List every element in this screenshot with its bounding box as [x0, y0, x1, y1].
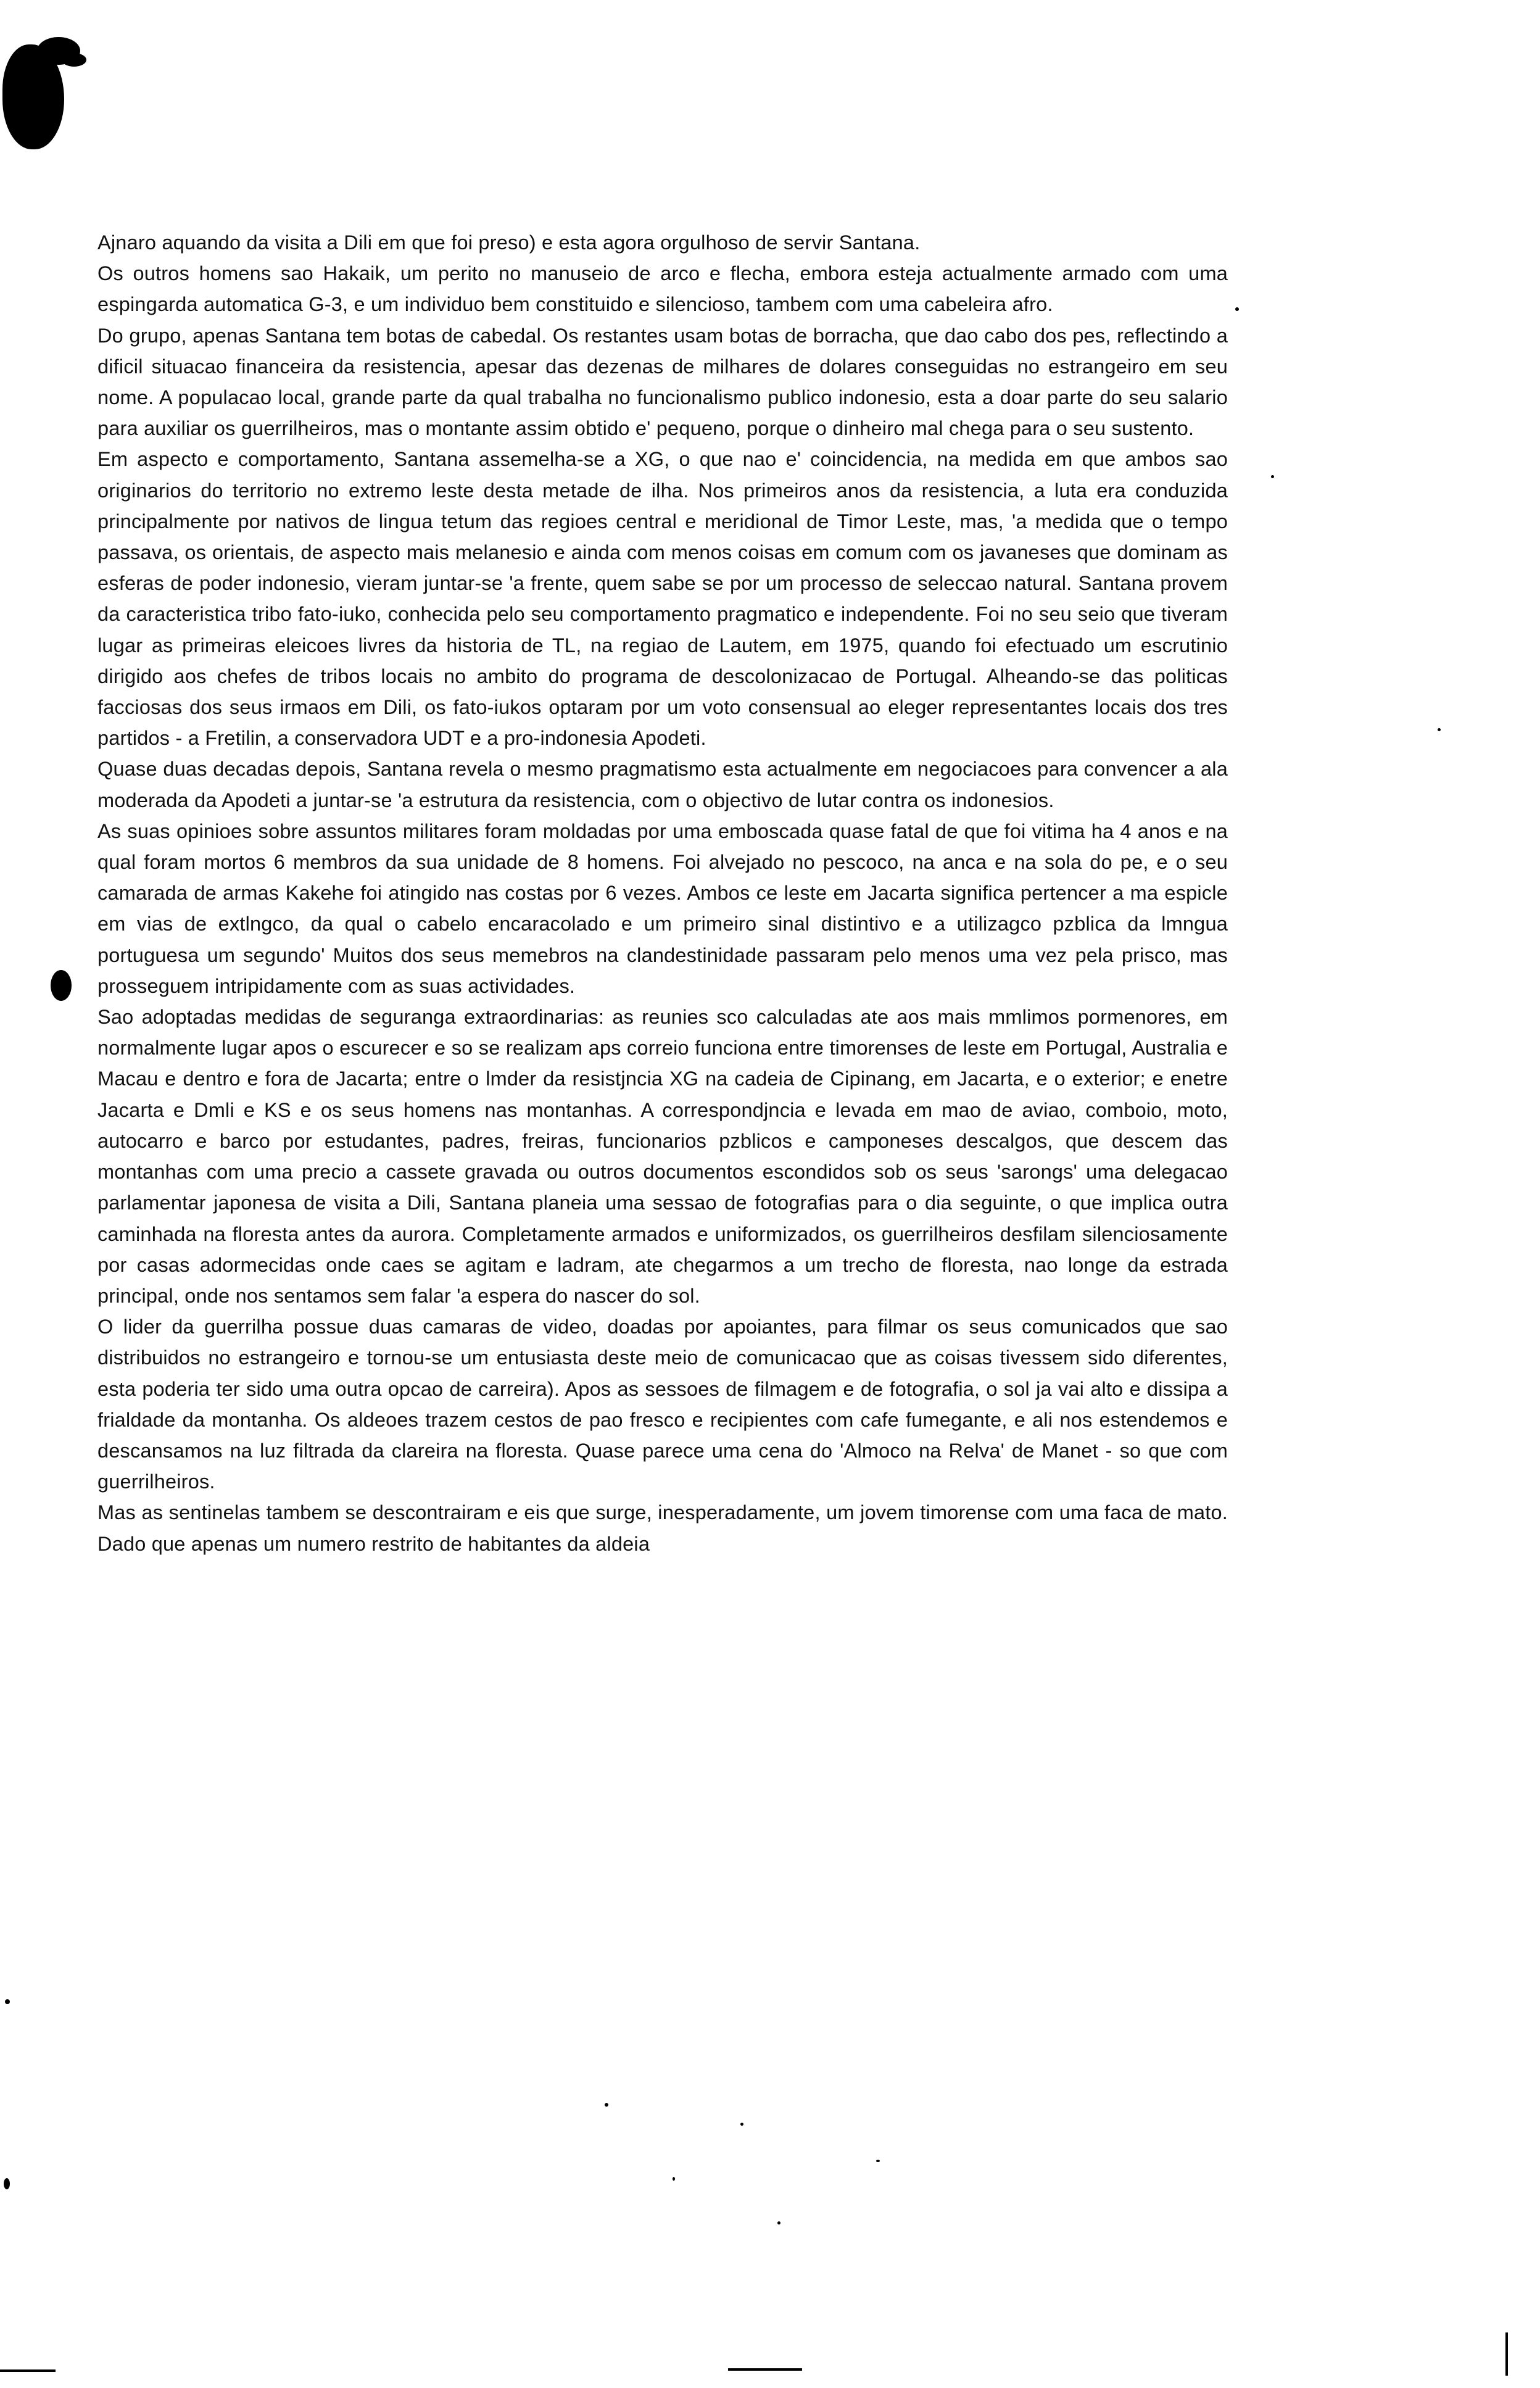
ink-mark-left-margin: [51, 970, 72, 1001]
paragraph-7: Sao adoptadas medidas de seguranga extraordinarias: as reunies sco calculadas ate aos mais mmlimos pormenores, em normalmente lugar apos o escurecer e so se realizam aps correio funciona entre timorenses de leste em Portugal, Australia e Macau e dentro e fora de Jacarta; entre o lmder da resistjncia XG na cadeia de Cipinang, em Jacarta, e o exterior; e enetre Jacarta e Dmli e KS e os seus homens nas montanhas. A correspondjncia e levada em mao de aviao, comboio, moto, autocarro e barco por estudantes, padres, freiras, funcionarios pzblicos e camponeses descalgos, que descem das montanhas com uma precio a cassete gravada ou outros documentos escondidos sob os seus 'sarongs' uma delegacao parlamentar japonesa de visita a Dili, Santana planeia uma sessao de fotografias para o dia seguinte, o que implica outra caminhada na floresta antes da aurora. Completamente armados e uniformizados, os guerrilheiros desfilam silenciosamente por casas adormecidas onde caes se agitam e ladram, ate chegarmos a um trecho de floresta, nao longe da estrada principal, onde nos sentamos sem falar 'a espera do nascer do sol.: [97, 1006, 1228, 1307]
paragraph-4: Em aspecto e comportamento, Santana assemelha-se a XG, o que nao e' coincidencia, na medida em que ambos sao originarios do territorio no extremo leste desta metade de ilha. Nos primeiros anos da resistencia, a luta era conduzida principalmente por nativos de lingua tetum das regioes central e meridional de Timor Leste, mas, 'a medida que o tempo passava, os orientais, de aspecto mais melanesio e ainda com menos coisas em comum com os javaneses que dominam as esferas de poder indonesio, vieram juntar-se 'a frente, quem sabe se por um processo de seleccao natural. Santana provem da caracteristica tribo fato-iuko, conhecida pelo seu comportamento pragmatico e independente. Foi no seu seio que tiveram lugar as primeiras eleicoes livres da historia de TL, na regiao de Lautem, em 1975, quando foi efectuado um escrutinio dirigido aos chefes de tribos locais no ambito do programa de descolonizacao de Portugal. Alheando-se das politicas facciosas dos seus irmaos em Dili, os fato-iukos optaram por um voto consensual ao eleger representantes locais dos tres partidos - a Fretilin, a conservadora UDT e a pro-indonesia Apodeti.: [97, 448, 1228, 750]
paragraph-2: Os outros homens sao Hakaik, um perito no manuseio de arco e flecha, embora esteja actualmente armado com uma espingarda automatica G-3, e um individuo bem constituido e silencioso, tambem com uma cabeleira afro.: [97, 262, 1228, 316]
speck-right-margin-1: [1235, 307, 1239, 311]
bottom-edge-mark-center: [728, 2368, 802, 2371]
paragraph-6: As suas opinioes sobre assuntos militares foram moldadas por uma emboscada quase fatal de que foi vitima ha 4 anos e na qual foram mortos 6 membros da sua unidade de 8 homens. Foi alvejado no pescoco, na anca e na sola do pe, e o seu camarada de armas Kakehe foi atingido nas costas por 6 vezes. Ambos ce leste em Jacarta significa pertencer a ma espicle em vias de extlngco, da qual o cabelo encaracolado e um primeiro sinal distintivo e a utilizagco pzblica da lmngua portuguesa um segundo' Muitos dos seus memebros na clandestinidade passaram pelo menos uma vez pela prisco, mas prosseguem intripidamente com as suas actividades.: [97, 819, 1228, 997]
speck-left-edge-2: [4, 2178, 10, 2189]
paragraph-1: Ajnaro aquando da visita a Dili em que foi preso) e esta agora orgulhoso de servir Santana.: [97, 231, 921, 254]
paragraph-5: Quase duas decadas depois, Santana revela o mesmo pragmatismo esta actualmente em negociacoes para convencer a ala moderada da Apodeti a juntar-se 'a estrutura da resistencia, com o objectivo de lutar contra os indonesios.: [97, 758, 1228, 811]
speck-bottom-1: [605, 2103, 608, 2107]
speck-right-margin-3: [1438, 728, 1441, 731]
paragraph-3: Do grupo, apenas Santana tem botas de cabedal. Os restantes usam botas de borracha, que dao cabo dos pes, reflectindo a dificil situacao financeira da resistencia, apesar das dezenas de milhares de dolares conseguidas no estrangeiro em seu nome. A populacao local, grande parte da qual trabalha no funcionalismo publico indonesio, esta a doar parte do seu salario para auxiliar os guerrilheiros, mas o montante assim obtido e' pequeno, porque o dinheiro mal chega para o seu sustento.: [97, 324, 1228, 440]
paragraph-9: Mas as sentinelas tambem se descontrairam e eis que surge, inesperadamente, um jovem timorense com uma faca de mato. Dado que apenas um numero restrito de habitantes da aldeia: [97, 1501, 1228, 1555]
document-body: [97, 227, 1228, 1559]
bottom-edge-mark-left: [0, 2369, 56, 2372]
speck-bottom-2: [740, 2123, 743, 2126]
speck-bottom-5: [777, 2221, 780, 2224]
paragraph-8: O lider da guerrilha possue duas camaras de video, doadas por apoiantes, para filmar os seus comunicados que sao distribuidos no estrangeiro e tornou-se um entusiasta deste meio de comunicacao que as coisas tivessem sido diferentes, esta poderia ter sido uma outra opcao de carreira). Apos as sessoes de filmagem e de fotografia, o sol ja vai alto e dissipa a frialdade da montanha. Os aldeoes trazem cestos de pao fresco e recipientes com cafe fumegante, e ali nos estendemos e descansamos na luz filtrada da clareira na floresta. Quase parece uma cena do 'Almoco na Relva' de Manet - so que com guerrilheiros.: [97, 1316, 1228, 1493]
speck-bottom-4: [673, 2177, 675, 2181]
speck-bottom-3: [876, 2160, 880, 2162]
speck-left-edge-1: [5, 1999, 10, 2004]
speck-right-margin-2: [1271, 475, 1274, 478]
bottom-edge-mark-right: [1505, 2332, 1508, 2376]
ink-blot-top-left-tip: [62, 53, 86, 67]
